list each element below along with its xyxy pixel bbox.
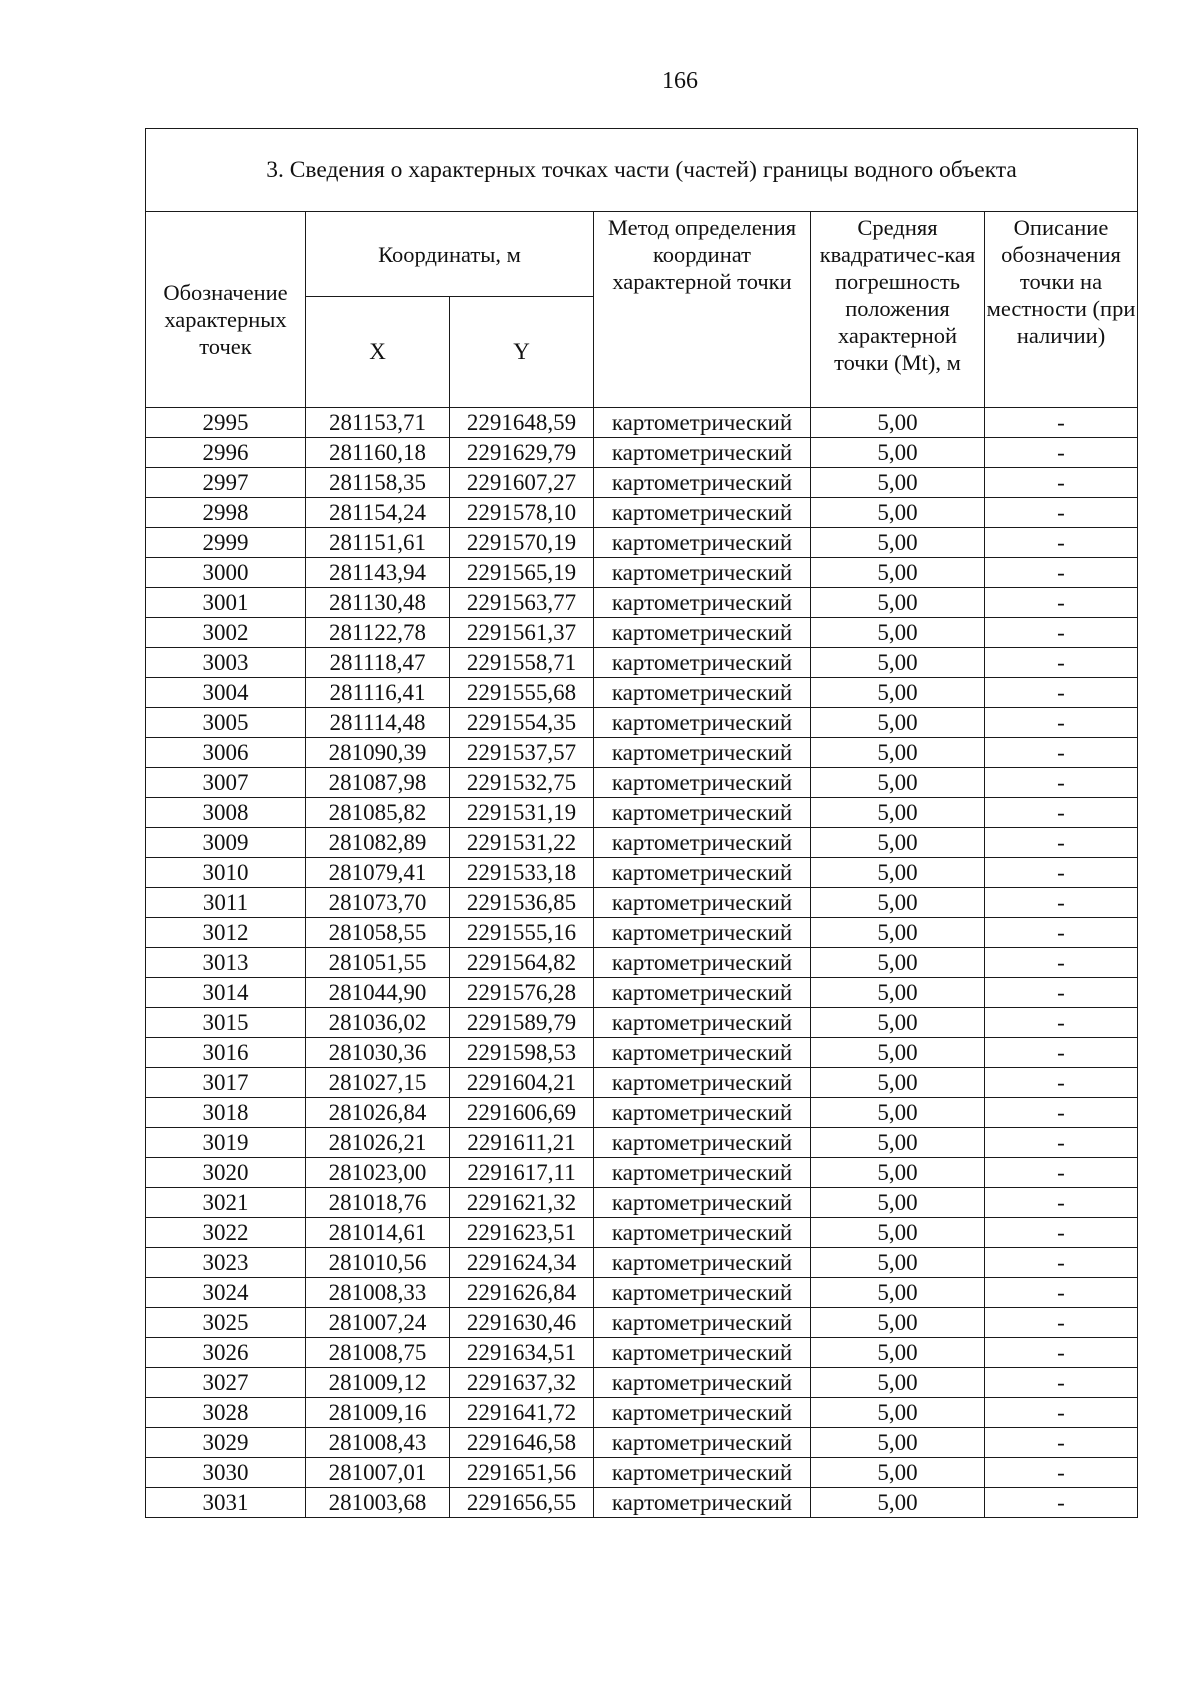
method-cell: картометрический <box>594 648 811 678</box>
description-cell: - <box>985 558 1138 588</box>
y-cell: 2291629,79 <box>450 438 594 468</box>
error-cell: 5,00 <box>811 768 985 798</box>
description-cell: - <box>985 1278 1138 1308</box>
error-cell: 5,00 <box>811 1218 985 1248</box>
method-cell: картометрический <box>594 1218 811 1248</box>
boundary-points-table <box>145 128 1138 1518</box>
x-cell: 281073,70 <box>306 888 450 918</box>
description-cell: - <box>985 1098 1138 1128</box>
x-cell: 281008,33 <box>306 1278 450 1308</box>
x-cell: 281058,55 <box>306 918 450 948</box>
description-cell: - <box>985 798 1138 828</box>
error-cell: 5,00 <box>811 1488 985 1518</box>
error-cell: 5,00 <box>811 528 985 558</box>
y-cell: 2291555,68 <box>450 678 594 708</box>
x-cell: 281010,56 <box>306 1248 450 1278</box>
x-cell: 281026,21 <box>306 1128 450 1158</box>
method-cell: картометрический <box>594 468 811 498</box>
page-number: 166 <box>662 68 698 94</box>
point-cell: 3018 <box>146 1098 306 1128</box>
table-row <box>146 468 1138 498</box>
method-cell: картометрический <box>594 1068 811 1098</box>
description-cell: - <box>985 1338 1138 1368</box>
error-cell: 5,00 <box>811 978 985 1008</box>
method-cell: картометрический <box>594 588 811 618</box>
point-cell: 2999 <box>146 528 306 558</box>
x-cell: 281023,00 <box>306 1158 450 1188</box>
method-cell: картометрический <box>594 1458 811 1488</box>
description-cell: - <box>985 678 1138 708</box>
error-cell: 5,00 <box>811 1188 985 1218</box>
error-cell: 5,00 <box>811 798 985 828</box>
error-cell: 5,00 <box>811 1008 985 1038</box>
table-row <box>146 1368 1138 1398</box>
table-row <box>146 1038 1138 1068</box>
y-cell: 2291617,11 <box>450 1158 594 1188</box>
y-cell: 2291565,19 <box>450 558 594 588</box>
point-cell: 3002 <box>146 618 306 648</box>
point-cell: 3007 <box>146 768 306 798</box>
point-cell: 2995 <box>146 408 306 438</box>
point-cell: 3024 <box>146 1278 306 1308</box>
error-cell: 5,00 <box>811 498 985 528</box>
table-row <box>146 498 1138 528</box>
point-cell: 3011 <box>146 888 306 918</box>
description-cell: - <box>985 1458 1138 1488</box>
error-cell: 5,00 <box>811 858 985 888</box>
method-cell: картометрический <box>594 888 811 918</box>
point-cell: 3008 <box>146 798 306 828</box>
point-cell: 3019 <box>146 1128 306 1158</box>
header-coordinates: Координаты, м <box>306 212 594 297</box>
method-cell: картометрический <box>594 498 811 528</box>
error-cell: 5,00 <box>811 558 985 588</box>
point-cell: 3004 <box>146 678 306 708</box>
description-cell: - <box>985 828 1138 858</box>
table-row <box>146 588 1138 618</box>
error-cell: 5,00 <box>811 1398 985 1428</box>
error-cell: 5,00 <box>811 1308 985 1338</box>
x-cell: 281118,47 <box>306 648 450 678</box>
table-row <box>146 1428 1138 1458</box>
x-cell: 281079,41 <box>306 858 450 888</box>
y-cell: 2291623,51 <box>450 1218 594 1248</box>
y-cell: 2291570,19 <box>450 528 594 558</box>
point-cell: 3022 <box>146 1218 306 1248</box>
method-cell: картометрический <box>594 438 811 468</box>
method-cell: картометрический <box>594 858 811 888</box>
method-cell: картометрический <box>594 1398 811 1428</box>
description-cell: - <box>985 768 1138 798</box>
method-cell: картометрический <box>594 708 811 738</box>
x-cell: 281090,39 <box>306 738 450 768</box>
error-cell: 5,00 <box>811 468 985 498</box>
y-cell: 2291531,22 <box>450 828 594 858</box>
description-cell: - <box>985 1038 1138 1068</box>
description-cell: - <box>985 708 1138 738</box>
method-cell: картометрический <box>594 1338 811 1368</box>
x-cell: 281143,94 <box>306 558 450 588</box>
description-cell: - <box>985 1428 1138 1458</box>
method-cell: картометрический <box>594 1368 811 1398</box>
description-cell: - <box>985 498 1138 528</box>
point-cell: 3030 <box>146 1458 306 1488</box>
y-cell: 2291624,34 <box>450 1248 594 1278</box>
method-cell: картометрический <box>594 1158 811 1188</box>
description-cell: - <box>985 1488 1138 1518</box>
x-cell: 281026,84 <box>306 1098 450 1128</box>
x-cell: 281085,82 <box>306 798 450 828</box>
point-cell: 3027 <box>146 1368 306 1398</box>
point-cell: 3031 <box>146 1488 306 1518</box>
table-row <box>146 1458 1138 1488</box>
table-row <box>146 528 1138 558</box>
method-cell: картометрический <box>594 678 811 708</box>
point-cell: 3014 <box>146 978 306 1008</box>
point-cell: 3016 <box>146 1038 306 1068</box>
error-cell: 5,00 <box>811 678 985 708</box>
y-cell: 2291637,32 <box>450 1368 594 1398</box>
point-cell: 3006 <box>146 738 306 768</box>
table-row <box>146 1008 1138 1038</box>
table-row <box>146 678 1138 708</box>
error-cell: 5,00 <box>811 1278 985 1308</box>
header-method: Метод определения координат характерной точки <box>594 212 811 408</box>
error-cell: 5,00 <box>811 888 985 918</box>
table-row <box>146 1068 1138 1098</box>
error-cell: 5,00 <box>811 408 985 438</box>
x-cell: 281007,24 <box>306 1308 450 1338</box>
description-cell: - <box>985 588 1138 618</box>
error-cell: 5,00 <box>811 1368 985 1398</box>
error-cell: 5,00 <box>811 588 985 618</box>
y-cell: 2291554,35 <box>450 708 594 738</box>
point-cell: 3005 <box>146 708 306 738</box>
x-cell: 281130,48 <box>306 588 450 618</box>
method-cell: картометрический <box>594 1428 811 1458</box>
point-cell: 3017 <box>146 1068 306 1098</box>
table-row <box>146 1188 1138 1218</box>
error-cell: 5,00 <box>811 1458 985 1488</box>
x-cell: 281007,01 <box>306 1458 450 1488</box>
method-cell: картометрический <box>594 978 811 1008</box>
x-cell: 281044,90 <box>306 978 450 1008</box>
x-cell: 281009,12 <box>306 1368 450 1398</box>
y-cell: 2291606,69 <box>450 1098 594 1128</box>
point-cell: 3003 <box>146 648 306 678</box>
x-cell: 281082,89 <box>306 828 450 858</box>
y-cell: 2291532,75 <box>450 768 594 798</box>
y-cell: 2291561,37 <box>450 618 594 648</box>
y-cell: 2291537,57 <box>450 738 594 768</box>
y-cell: 2291641,72 <box>450 1398 594 1428</box>
point-cell: 3015 <box>146 1008 306 1038</box>
table-body <box>146 408 1138 1518</box>
y-cell: 2291533,18 <box>450 858 594 888</box>
error-cell: 5,00 <box>811 948 985 978</box>
x-cell: 281036,02 <box>306 1008 450 1038</box>
table-row <box>146 888 1138 918</box>
method-cell: картометрический <box>594 1248 811 1278</box>
y-cell: 2291589,79 <box>450 1008 594 1038</box>
table-row <box>146 918 1138 948</box>
table-row <box>146 1098 1138 1128</box>
description-cell: - <box>985 858 1138 888</box>
header-error: Средняя квадратичес-кая погрешность положения характерной точки (Mt), м <box>811 212 985 408</box>
method-cell: картометрический <box>594 1188 811 1218</box>
y-cell: 2291563,77 <box>450 588 594 618</box>
error-cell: 5,00 <box>811 1338 985 1368</box>
method-cell: картометрический <box>594 738 811 768</box>
description-cell: - <box>985 978 1138 1008</box>
header-point-label: Обозначение характерных точек <box>146 212 306 408</box>
x-cell: 281087,98 <box>306 768 450 798</box>
y-cell: 2291626,84 <box>450 1278 594 1308</box>
method-cell: картометрический <box>594 528 811 558</box>
y-cell: 2291531,19 <box>450 798 594 828</box>
method-cell: картометрический <box>594 1098 811 1128</box>
point-cell: 3020 <box>146 1158 306 1188</box>
y-cell: 2291634,51 <box>450 1338 594 1368</box>
point-cell: 3001 <box>146 588 306 618</box>
error-cell: 5,00 <box>811 1248 985 1278</box>
point-cell: 3009 <box>146 828 306 858</box>
description-cell: - <box>985 1248 1138 1278</box>
y-cell: 2291611,21 <box>450 1128 594 1158</box>
description-cell: - <box>985 1008 1138 1038</box>
x-cell: 281003,68 <box>306 1488 450 1518</box>
description-cell: - <box>985 648 1138 678</box>
table-row <box>146 828 1138 858</box>
point-cell: 3025 <box>146 1308 306 1338</box>
point-cell: 3026 <box>146 1338 306 1368</box>
description-cell: - <box>985 1188 1138 1218</box>
x-cell: 281018,76 <box>306 1188 450 1218</box>
header-description: Описание обозначения точки на местности (при наличии) <box>985 212 1138 408</box>
point-cell: 3010 <box>146 858 306 888</box>
point-cell: 2998 <box>146 498 306 528</box>
method-cell: картометрический <box>594 798 811 828</box>
y-cell: 2291621,32 <box>450 1188 594 1218</box>
description-cell: - <box>985 1128 1138 1158</box>
x-cell: 281154,24 <box>306 498 450 528</box>
y-cell: 2291604,21 <box>450 1068 594 1098</box>
point-cell: 2996 <box>146 438 306 468</box>
y-cell: 2291555,16 <box>450 918 594 948</box>
x-cell: 281030,36 <box>306 1038 450 1068</box>
table-row <box>146 948 1138 978</box>
table-row <box>146 978 1138 1008</box>
table-row <box>146 618 1138 648</box>
y-cell: 2291576,28 <box>450 978 594 1008</box>
x-cell: 281160,18 <box>306 438 450 468</box>
y-cell: 2291656,55 <box>450 1488 594 1518</box>
error-cell: 5,00 <box>811 828 985 858</box>
x-cell: 281008,43 <box>306 1428 450 1458</box>
description-cell: - <box>985 468 1138 498</box>
description-cell: - <box>985 1308 1138 1338</box>
description-cell: - <box>985 738 1138 768</box>
y-cell: 2291651,56 <box>450 1458 594 1488</box>
description-cell: - <box>985 888 1138 918</box>
error-cell: 5,00 <box>811 618 985 648</box>
description-cell: - <box>985 1068 1138 1098</box>
x-cell: 281116,41 <box>306 678 450 708</box>
x-cell: 281008,75 <box>306 1338 450 1368</box>
method-cell: картометрический <box>594 408 811 438</box>
table-row <box>146 1248 1138 1278</box>
table-row <box>146 1398 1138 1428</box>
table-row <box>146 708 1138 738</box>
error-cell: 5,00 <box>811 438 985 468</box>
point-cell: 3021 <box>146 1188 306 1218</box>
point-cell: 3029 <box>146 1428 306 1458</box>
point-cell: 3028 <box>146 1398 306 1428</box>
y-cell: 2291598,53 <box>450 1038 594 1068</box>
table-row <box>146 1158 1138 1188</box>
method-cell: картометрический <box>594 948 811 978</box>
table-row <box>146 738 1138 768</box>
description-cell: - <box>985 438 1138 468</box>
description-cell: - <box>985 1218 1138 1248</box>
error-cell: 5,00 <box>811 1128 985 1158</box>
table-row <box>146 1128 1138 1158</box>
table-row <box>146 438 1138 468</box>
point-cell: 3013 <box>146 948 306 978</box>
x-cell: 281114,48 <box>306 708 450 738</box>
table-row <box>146 1488 1138 1518</box>
description-cell: - <box>985 948 1138 978</box>
y-cell: 2291646,58 <box>450 1428 594 1458</box>
y-cell: 2291536,85 <box>450 888 594 918</box>
method-cell: картометрический <box>594 1038 811 1068</box>
y-cell: 2291558,71 <box>450 648 594 678</box>
description-cell: - <box>985 918 1138 948</box>
table-row <box>146 558 1138 588</box>
y-cell: 2291607,27 <box>450 468 594 498</box>
error-cell: 5,00 <box>811 648 985 678</box>
y-cell: 2291630,46 <box>450 1308 594 1338</box>
error-cell: 5,00 <box>811 1068 985 1098</box>
method-cell: картометрический <box>594 1008 811 1038</box>
method-cell: картометрический <box>594 1128 811 1158</box>
point-cell: 3012 <box>146 918 306 948</box>
x-cell: 281009,16 <box>306 1398 450 1428</box>
table-row <box>146 408 1138 438</box>
error-cell: 5,00 <box>811 1158 985 1188</box>
description-cell: - <box>985 528 1138 558</box>
point-cell: 3000 <box>146 558 306 588</box>
x-cell: 281151,61 <box>306 528 450 558</box>
y-cell: 2291648,59 <box>450 408 594 438</box>
description-cell: - <box>985 1368 1138 1398</box>
description-cell: - <box>985 408 1138 438</box>
error-cell: 5,00 <box>811 918 985 948</box>
section-title: 3. Сведения о характерных точках части (частей) границы водного объекта <box>146 129 1138 212</box>
x-cell: 281027,15 <box>306 1068 450 1098</box>
table-row <box>146 1278 1138 1308</box>
description-cell: - <box>985 1158 1138 1188</box>
error-cell: 5,00 <box>811 1428 985 1458</box>
method-cell: картометрический <box>594 828 811 858</box>
x-cell: 281153,71 <box>306 408 450 438</box>
x-cell: 281122,78 <box>306 618 450 648</box>
table-row <box>146 768 1138 798</box>
table-row <box>146 798 1138 828</box>
method-cell: картометрический <box>594 768 811 798</box>
table-row <box>146 1218 1138 1248</box>
error-cell: 5,00 <box>811 708 985 738</box>
method-cell: картометрический <box>594 1308 811 1338</box>
method-cell: картометрический <box>594 618 811 648</box>
header-x: X <box>306 297 450 408</box>
method-cell: картометрический <box>594 1488 811 1518</box>
method-cell: картометрический <box>594 1278 811 1308</box>
x-cell: 281051,55 <box>306 948 450 978</box>
error-cell: 5,00 <box>811 1098 985 1128</box>
description-cell: - <box>985 618 1138 648</box>
table-row <box>146 1338 1138 1368</box>
header-y: Y <box>450 297 594 408</box>
error-cell: 5,00 <box>811 1038 985 1068</box>
point-cell: 3023 <box>146 1248 306 1278</box>
point-cell: 2997 <box>146 468 306 498</box>
method-cell: картометрический <box>594 918 811 948</box>
y-cell: 2291578,10 <box>450 498 594 528</box>
y-cell: 2291564,82 <box>450 948 594 978</box>
table-row <box>146 648 1138 678</box>
description-cell: - <box>985 1398 1138 1428</box>
x-cell: 281158,35 <box>306 468 450 498</box>
table-row <box>146 1308 1138 1338</box>
table-row <box>146 858 1138 888</box>
x-cell: 281014,61 <box>306 1218 450 1248</box>
method-cell: картометрический <box>594 558 811 588</box>
error-cell: 5,00 <box>811 738 985 768</box>
